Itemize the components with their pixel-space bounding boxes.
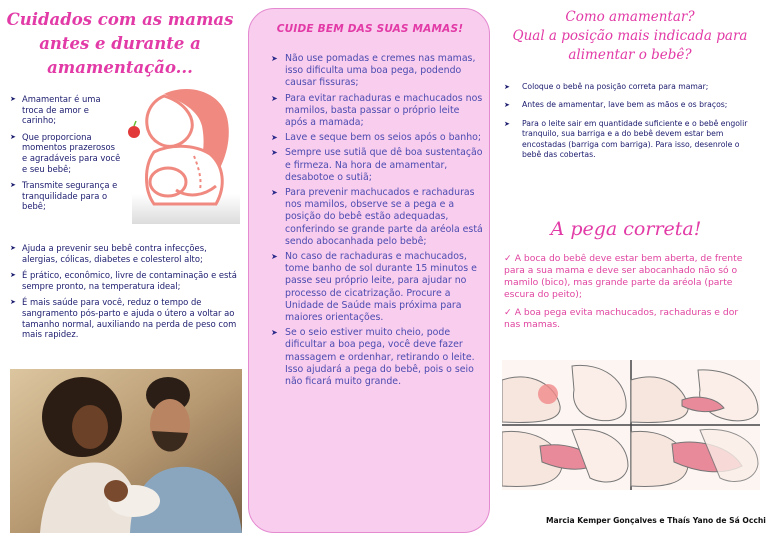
care-list xyxy=(271,53,483,391)
mother-baby-illustration xyxy=(124,86,244,226)
list-item: ➤ Para o leite sair em quantidade suficiente e o bebê engolir tranquilo, sua barriga e a do bebê devem estar bem encostadas (barriga com barriga). Para isso, desenrole o bebê das cobertas. xyxy=(504,119,750,161)
list-item: ➤ Antes de amamentar, lave bem as mãos e os braços; xyxy=(504,100,750,110)
list-item: ➤ Amamentar é uma troca de amor e carinho; xyxy=(10,94,122,126)
benefits-list-top xyxy=(10,94,122,218)
list-item: ➤ Sempre use sutiã que dê boa sustentação e firmeza. Na hora de amamentar, desabotoe o sutiã; xyxy=(271,147,483,184)
list-item: ➤ Que proporciona momentos prazerosos e agradáveis para você e seu bebê; xyxy=(10,132,122,174)
list-item: ➤ Lave e seque bem os seios após o banho; xyxy=(271,132,483,144)
list-item: ➤ Para evitar rachaduras e machucados nos mamilos, basta passar o próprio leite após a mamada; xyxy=(271,93,483,130)
list-item xyxy=(504,307,756,331)
benefits-list-bottom xyxy=(10,243,242,346)
check-icon: ✓ xyxy=(504,253,512,264)
authors-signature: Marcia Kemper Gonçalves e Thaís Yano de Sá Occhi xyxy=(546,516,766,525)
list-item-text: A boca do bebê deve estar bem aberta, de frente para a sua mama e deve ser abocanhado não só o mamilo (bico), mas grande parte da aréola (parte escura do peito); xyxy=(504,253,743,300)
family-photo xyxy=(10,369,242,533)
title-line-2: Qual a posição mais indicada para alimentar o bebê? xyxy=(512,28,748,63)
care-panel-header: CUIDE BEM DAS SUAS MAMAS! xyxy=(276,23,464,35)
left-panel xyxy=(0,0,252,543)
list-item: ➤ Para prevenir machucados e rachaduras nos mamilos, observe se a pega e a posição do bebê estão adequadas, conferindo se grande parte da aréola está sendo abocanhada pelo bebê; xyxy=(271,187,483,248)
list-item-text: A boa pega evita machucados, rachaduras e dor nas mamas. xyxy=(504,307,739,330)
check-icon: ✓ xyxy=(504,307,512,318)
left-panel-title: Cuidados com as mamas antes e durante a amamentação... xyxy=(6,10,234,77)
right-panel-title xyxy=(500,8,760,65)
list-item: ➤ Não use pomadas e cremes nas mamas, isso dificulta uma boa pega, podendo causar fissuras; xyxy=(271,53,483,90)
list-item: ➤ No caso de rachaduras e machucados, tome banho de sol durante 15 minutos e passe seu próprio leite, para ajudar no processo de cicatrização. Procure a Unidade de Saúde mais próxima para maiores orientações. xyxy=(271,251,483,324)
title-line-1: Como amamentar? xyxy=(565,9,695,25)
latch-illustration xyxy=(502,360,760,490)
list-item: ➤ Ajuda a prevenir seu bebê contra infecções, alergias, cólicas, diabetes e colesterol alto; xyxy=(10,243,242,264)
list-item xyxy=(504,253,756,301)
care-panel xyxy=(248,8,490,533)
list-item: ➤ É prático, econômico, livre de contaminação e está sempre pronto, na temperatura ideal; xyxy=(10,270,242,291)
latch-title: A pega correta! xyxy=(550,218,702,240)
latch-list xyxy=(504,253,756,337)
right-panel xyxy=(496,0,768,543)
list-item: ➤ É mais saúde para você, reduz o tempo de sangramento pós-parto e ajuda o útero a voltar ao tamanho normal, auxiliando na perda de peso com mais rapidez. xyxy=(10,297,242,339)
list-item: ➤ Se o seio estiver muito cheio, pode dificultar a boa pega, você deve fazer massagem e ordenhar, retirando o leite. Isso ajudará a pega do bebê, pois o seio não ficará muito grande. xyxy=(271,327,483,388)
list-item: ➤ Coloque o bebê na posição correta para mamar; xyxy=(504,82,750,92)
how-to-list xyxy=(504,82,750,168)
list-item: ➤ Transmite segurança e tranquilidade para o bebê; xyxy=(10,180,122,212)
